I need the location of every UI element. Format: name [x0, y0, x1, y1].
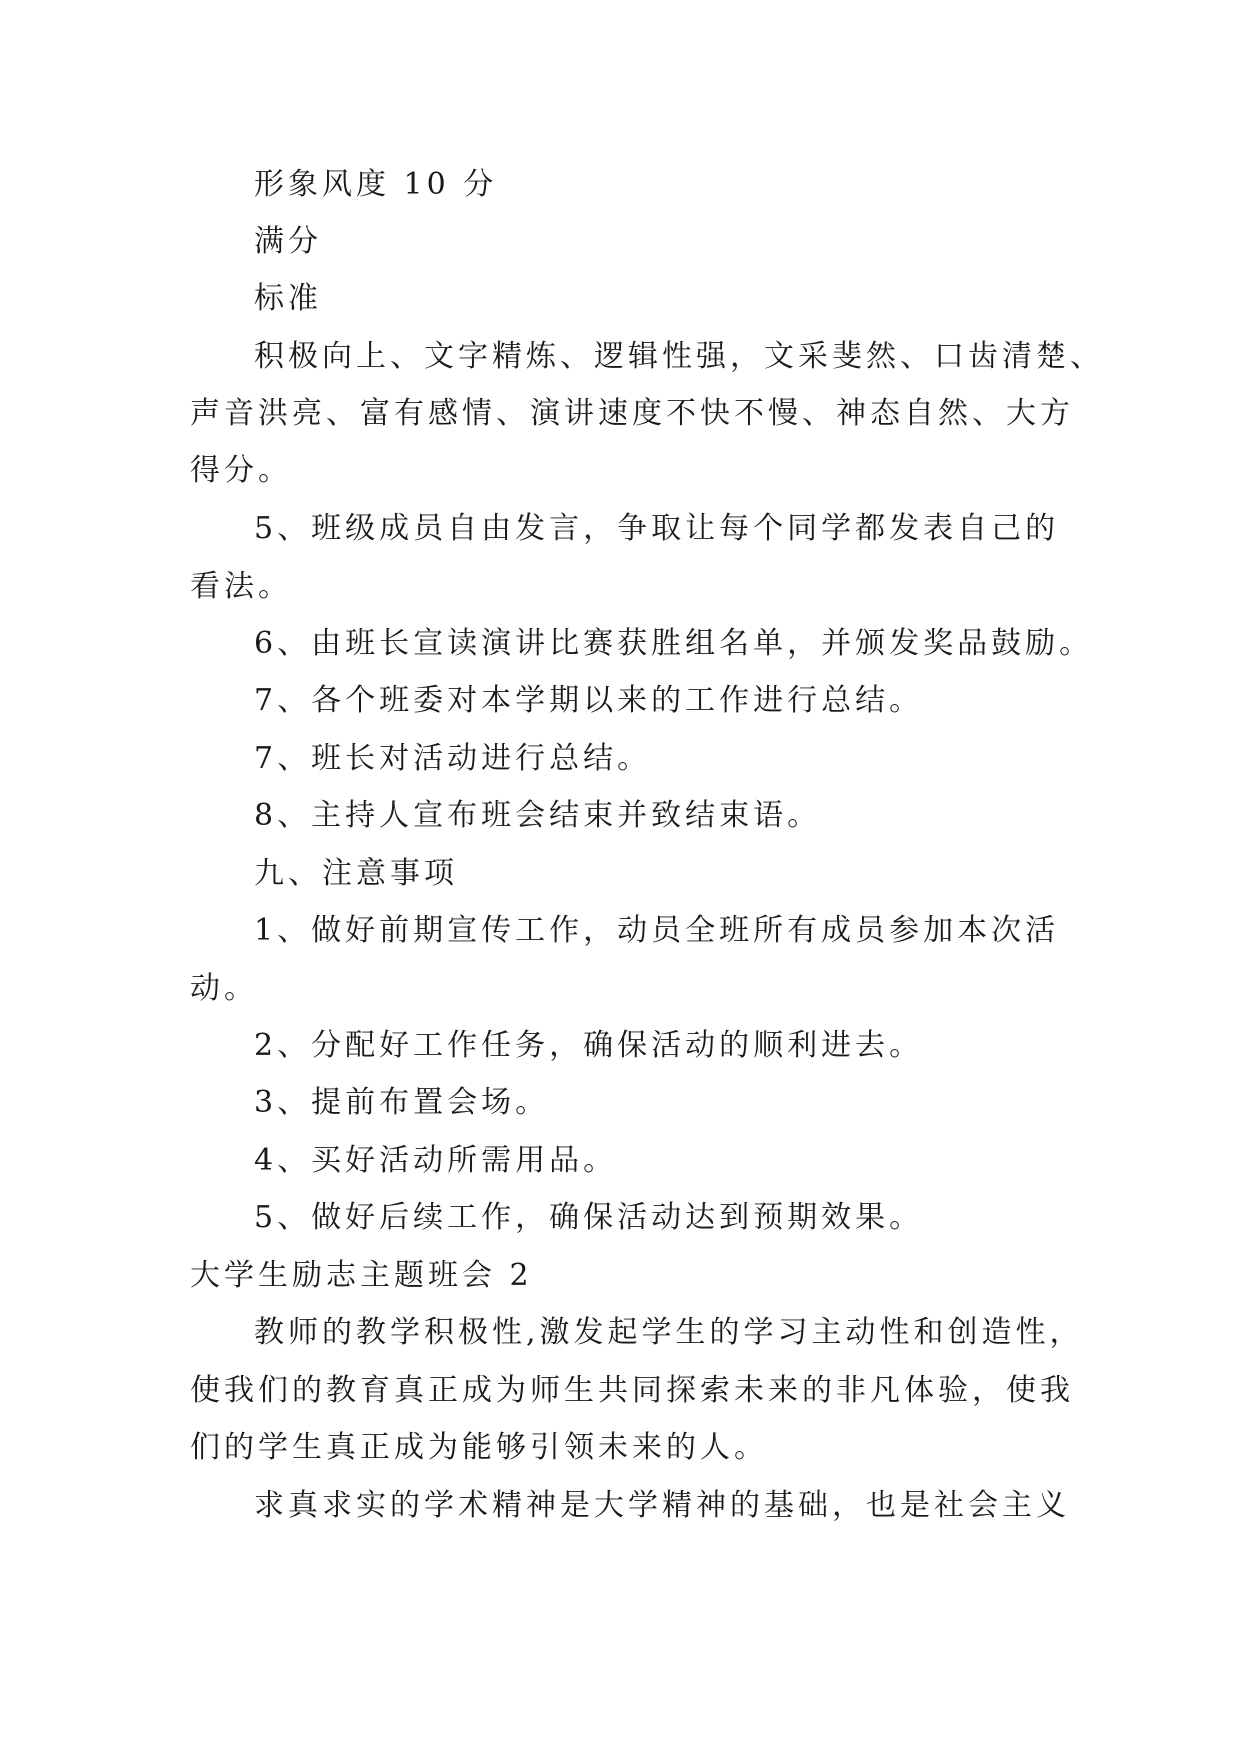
- text-line: 5、做好后续工作，确保活动达到预期效果。: [254, 1200, 924, 1235]
- text-line: 满分: [254, 224, 322, 259]
- text-line: 3、提前布置会场。: [254, 1085, 550, 1120]
- text-line: 6、由班长宣读演讲比赛获胜组名单，并颁发奖品鼓励。: [254, 626, 1094, 661]
- text-line: 声音洪亮、富有感情、演讲速度不快不慢、神态自然、大方: [190, 396, 1074, 431]
- text-line: 教师的教学积极性,激发起学生的学习主动性和创造性，: [254, 1315, 1084, 1350]
- text-line: 动。: [190, 971, 258, 1006]
- section-heading: 九、注意事项: [254, 856, 458, 891]
- text-line: 4、买好活动所需用品。: [254, 1143, 618, 1178]
- text-line: 7、班长对活动进行总结。: [254, 741, 652, 776]
- text-line: 5、班级成员自由发言，争取让每个同学都发表自己的: [254, 511, 1060, 546]
- text-line: 8、主持人宣布班会结束并致结束语。: [254, 798, 822, 833]
- text-line: 得分。: [190, 453, 292, 488]
- text-line: 求真求实的学术精神是大学精神的基础，也是社会主义: [254, 1488, 1070, 1523]
- text-line: 们的学生真正成为能够引领未来的人。: [190, 1430, 768, 1465]
- text-line: 1、做好前期宣传工作，动员全班所有成员参加本次活: [254, 913, 1060, 948]
- text-line: 2、分配好工作任务，确保活动的顺利进去。: [254, 1028, 924, 1063]
- text-line: 7、各个班委对本学期以来的工作进行总结。: [254, 683, 924, 718]
- document-heading: 大学生励志主题班会 2: [190, 1258, 533, 1293]
- text-line: 形象风度 10 分: [254, 167, 498, 202]
- text-line: 看法。: [190, 569, 292, 604]
- text-line: 标准: [254, 281, 322, 316]
- text-line: 使我们的教育真正成为师生共同探索未来的非凡体验，使我: [190, 1373, 1074, 1408]
- text-line: 积极向上、文字精炼、逻辑性强，文采斐然、口齿清楚、: [254, 339, 1104, 374]
